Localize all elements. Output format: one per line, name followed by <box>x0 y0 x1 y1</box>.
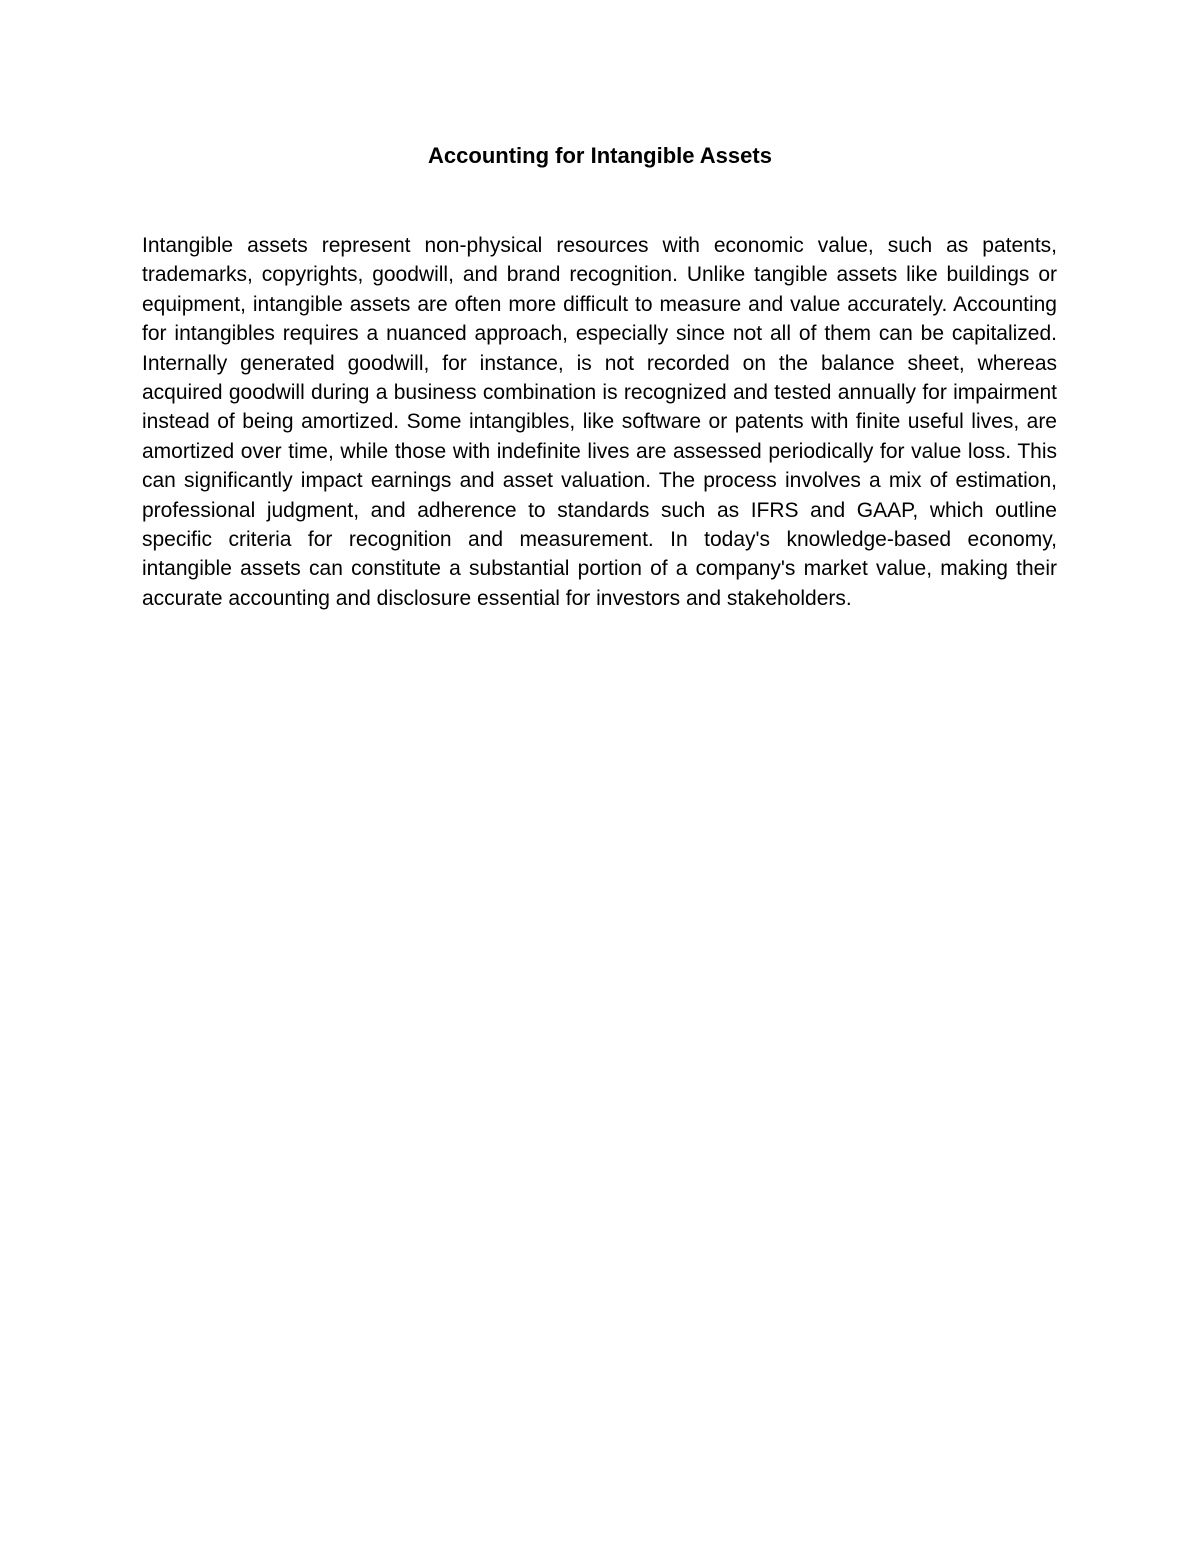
document-title: Accounting for Intangible Assets <box>428 143 772 168</box>
body-paragraph: Intangible assets represent non-physical resources with economic value, such as patents, trademarks, copyrights, goodwill, and brand recognition. Unlike tangible assets like buildings or equipment, intangible assets are often more difficult to measure and value accurately. Accounting for intangibles requires a nuanced approach, especially since not all of them can be capitalized. Internally generated goodwill, for instance, is not recorded on the balance sheet, whereas acquired goodwill during a business combination is recognized and tested annually for impairment instead of being amortized. Some intangibles, like software or patents with finite useful lives, are amortized over time, while those with indefinite lives are assessed periodically for value loss. This can significantly impact earnings and asset valuation. The process involves a mix of estimation, professional judgment, and adherence to standards such as IFRS and GAAP, which outline specific criteria for recognition and measurement. In today's knowledge-based economy, intangible assets can constitute a substantial portion of a company's market value, making their accurate accounting and disclosure essential for investors and stakeholders. <box>142 234 1057 610</box>
